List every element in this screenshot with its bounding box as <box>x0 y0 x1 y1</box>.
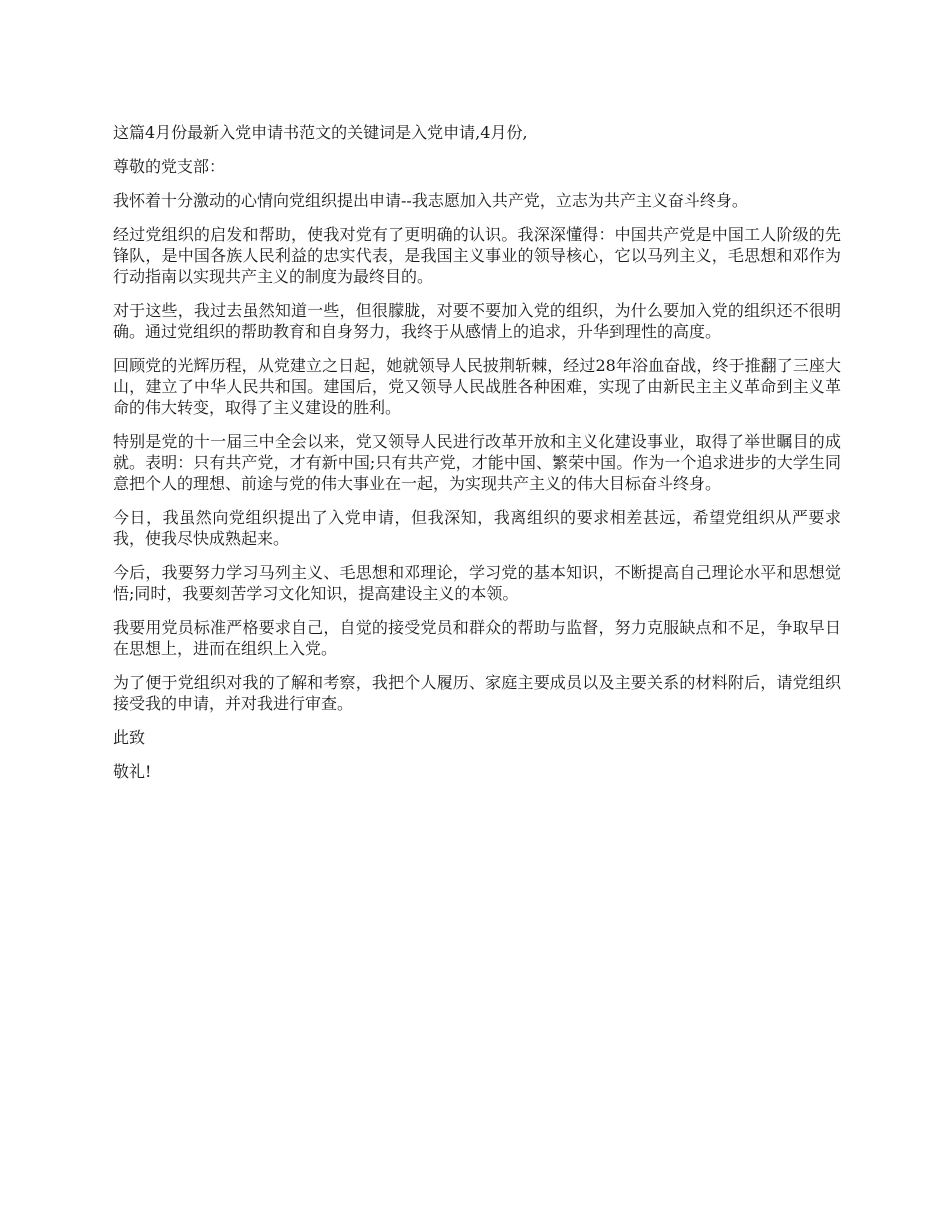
paragraph: 对于这些，我过去虽然知道一些，但很朦胧，对要不要加入党的组织，为什么要加入党的组织还不很明确。通过党组织的帮助教育和自身努力，我终于从感情上的追求，升华到理性的高度。 <box>113 301 841 341</box>
document-intro: 这篇4月份最新入党申请书范文的关键词是入党申请,4月份, <box>113 123 528 142</box>
paragraph: 回顾党的光辉历程，从党建立之日起，她就领导人民披荆斩棘，经过28年浴血奋战，终于推翻了三座大山，建立了中华人民共和国。建国后，党又领导人民战胜各种困难，实现了由新民主主义革命到主义革命的伟大转变，取得了主义建设的胜利。 <box>113 356 841 417</box>
salutation: 尊敬的党支部： <box>113 157 226 176</box>
paragraph: 今后，我要努力学习马列主义、毛思想和邓理论，学习党的基本知识，不断提高自己理论水平和思想觉悟;同时，我要刻苦学习文化知识，提高建设主义的本领。 <box>113 563 841 603</box>
document-body <box>113 122 841 795</box>
paragraph: 我怀着十分激动的心情向党组织提出申请--我志愿加入共产党，立志为共产主义奋斗终身。 <box>113 191 748 210</box>
paragraph: 特别是党的十一届三中全会以来，党又领导人民进行改革开放和主义化建设事业，取得了举世瞩目的成就。表明：只有共产党，才有新中国;只有共产党，才能中国、繁荣中国。作为一个追求进步的大学生同意把个人的理想、前途与党的伟大事业在一起，为实现共产主义的伟大目标奋斗终身。 <box>113 432 841 493</box>
paragraph: 今日，我虽然向党组织提出了入党申请，但我深知，我离组织的要求相差甚远，希望党组织从严要求我，使我尽快成熟起来。 <box>113 508 841 548</box>
paragraph: 经过党组织的启发和帮助，使我对党有了更明确的认识。我深深懂得：中国共产党是中国工人阶级的先锋队，是中国各族人民利益的忠实代表，是我国主义事业的领导核心，它以马列主义，毛思想和邓作为行动指南以实现共产主义的制度为最终目的。 <box>113 225 841 286</box>
paragraph: 为了便于党组织对我的了解和考察，我把个人履历、家庭主要成员以及主要关系的材料附后，请党组织接受我的申请，并对我进行审查。 <box>113 673 841 713</box>
paragraph: 我要用党员标准严格要求自己，自觉的接受党员和群众的帮助与监督，努力克服缺点和不足，争取早日在思想上，进而在组织上入党。 <box>113 618 841 658</box>
closing-salute: 敬礼! <box>113 762 152 781</box>
closing-line: 此致 <box>113 728 146 747</box>
